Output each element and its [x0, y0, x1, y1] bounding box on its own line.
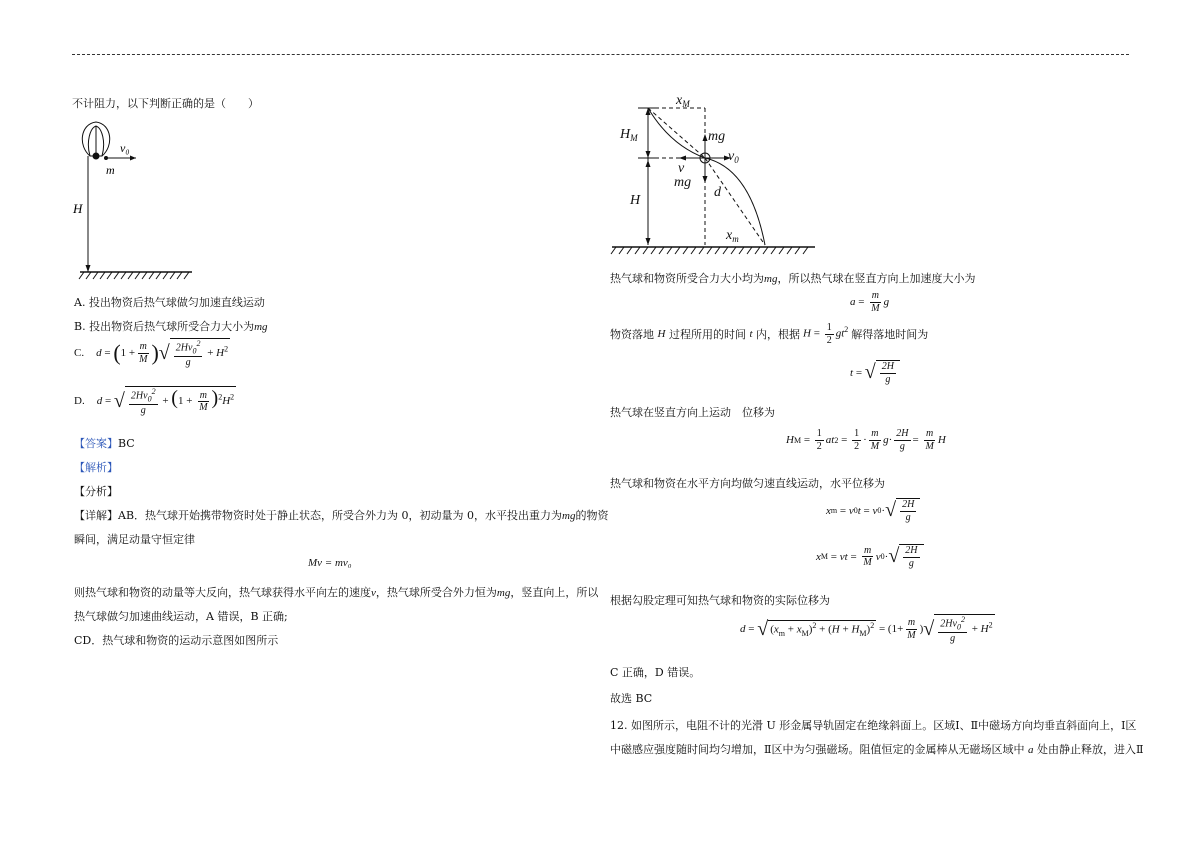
option-b — [74, 318, 268, 334]
right-line-3: 热气球在竖直方向上运动 位移为 — [610, 406, 775, 419]
right-line-1b: ，所以热气球在竖直方向上加速度大小为 — [777, 272, 976, 285]
q12-text-b: 处由静止释放，进入Ⅱ — [1036, 743, 1144, 756]
analysis-tag: 【解析】 — [74, 461, 118, 474]
xM-equation: x M = vt = $\frac{m}{M}$ v 0 · √ $\frac{2H}{g}$ — [816, 544, 924, 569]
option-d: D. d = √ $\frac{2Hv_0^2}{g}$ + (1 + $\frac{m}{M}$ )$^2H^2$ — [74, 387, 235, 416]
option-d-label: D. — [74, 395, 85, 407]
xM-label: $x_M$ — [676, 93, 690, 109]
detail-1-text: AB．热气球开始携带物资时处于静止状态，所受合外力为 0，初动量为 0，水平投出重力为 — [118, 509, 563, 522]
balloon-basket — [93, 153, 100, 160]
mg-bottom-label: mg — [674, 175, 692, 190]
option-b-mg: mg — [254, 321, 268, 333]
option-b-text: B. 投出物资后热气球所受合力大小为 — [74, 320, 255, 333]
m-label: m — [106, 163, 115, 177]
question-12-line-2 — [610, 741, 1143, 757]
right-line-4: 热气球和物资在水平方向均做匀速直线运动，水平位移为 — [610, 477, 885, 490]
d-label: d — [714, 185, 721, 200]
xm-equation: x m = v 0 t = v 0 · √ $\frac{2H}{g}$ — [826, 498, 920, 523]
detail-3-v: v — [371, 587, 376, 599]
q12-text-a: 中磁感应强度随时间均匀增加，Ⅱ区中为匀强磁场。阻值恒定的金属棒从无磁场区域中 — [610, 743, 1025, 756]
right-line-7: 故选 BC — [610, 692, 653, 705]
option-c-label: C. — [74, 347, 85, 359]
fenxi-tag: 【分析】 — [74, 485, 118, 498]
q12-a: a — [1027, 744, 1034, 756]
ground-hatch-2 — [611, 247, 808, 254]
right-line-1-mg: mg — [764, 273, 778, 285]
H-right-label: H — [630, 193, 641, 208]
H-label: H — [73, 201, 83, 216]
answer-value: BC — [118, 437, 135, 450]
option-a: A. 投出物资后热气球做匀加速直线运动 — [74, 296, 265, 309]
xm-label: $x_m$ — [726, 228, 739, 244]
detail-line-1 — [74, 507, 608, 523]
momentum-equation: Mv = mv₀ — [308, 557, 352, 569]
detail-line-3 — [74, 584, 598, 600]
detail-1-mg: mg — [562, 510, 576, 522]
mg-top-label: mg — [708, 129, 726, 144]
right-line-2-H: H — [657, 328, 666, 340]
accel-equation: a = $\frac{m}{M}$ g — [850, 290, 890, 314]
right-line-2a: 物资落地 — [610, 328, 654, 341]
ground-hatch — [79, 272, 189, 279]
time-equation: t = √ $\frac{2H}{g}$ — [850, 360, 900, 385]
detail-tag: 【详解】 — [74, 509, 118, 522]
detail-line-4: 热气球做匀加速曲线运动，A 错误，B 正确; — [74, 610, 288, 623]
displacement-equation: d = √ $(x_m + x_M)^2 + (H + H_M)^2$ = (1+ $\frac{m}{M}$ ) √ $\frac{2Hv_0^2}{g}$ + $H^2$ — [740, 615, 993, 644]
header-rule — [72, 54, 1129, 55]
v0-label: v₀ — [120, 141, 130, 155]
answer-tag: 【答案】 — [74, 437, 118, 450]
right-line-5: 根据勾股定理可知热气球和物资的实际位移为 — [610, 594, 830, 607]
right-line-2b: 过程所用的时间 — [668, 328, 746, 341]
right-line-2d: 解得落地时间为 — [851, 328, 929, 341]
v0-right-label: $v_0$ — [728, 149, 739, 165]
right-line-2c: 内，根据 — [756, 328, 801, 341]
detail-line-2: 瞬间，满足动量守恒定律 — [74, 533, 195, 546]
detail-3c: ，竖直向上，所以 — [510, 586, 599, 599]
detail-3b: ，热气球所受合外力恒为 — [375, 586, 497, 599]
balloon-figure — [72, 118, 202, 280]
detail-1-tail: 的物资 — [575, 509, 609, 522]
right-line-1a: 热气球和物资所受合力大小均为 — [610, 272, 764, 285]
right-line-1 — [610, 270, 975, 286]
motion-diagram — [610, 90, 822, 260]
right-line-6: C 正确，D 错误。 — [610, 666, 701, 679]
answer-line — [74, 435, 135, 451]
v-label: v — [678, 161, 685, 176]
detail-line-5: CD．热气球和物资的运动示意图如图所示 — [74, 634, 279, 647]
option-c: C. d = ( 1 + $\frac{m}{M}$ ) √ $\frac{2Hv_0^2}{g}$ + $H^2$ — [74, 339, 229, 368]
HM-equation: H M = $\frac{1}{2}$ at 2 = $\frac{1}{2}$ · $\frac{m}{M}$ g · $\frac{2H}{g}$ = $\frac{m}{M}$ H — [786, 428, 946, 452]
question-intro: 不计阻力，以下判断正确的是（ ） — [72, 97, 259, 110]
HM-label: $H_M$ — [620, 127, 638, 143]
detail-3a: 则热气球和物资的动量等大反向，热气球获得水平向左的速度 — [74, 586, 371, 599]
right-line-2: 物资落地 H 过程所用的时间 t 内，根据 H = $\frac{1}{2}$ $gt^2$ 解得落地时间为 — [610, 322, 929, 346]
cargo-mass — [104, 156, 108, 160]
question-12-line-1: 12. 如图所示，电阻不计的光滑 U 形金属导轨固定在绝缘斜面上。区域Ⅰ、Ⅱ中磁场方向均垂直斜面向上，Ⅰ区 — [610, 719, 1137, 732]
detail-3-mg: mg — [496, 587, 511, 599]
right-line-2-t: t — [749, 328, 753, 340]
